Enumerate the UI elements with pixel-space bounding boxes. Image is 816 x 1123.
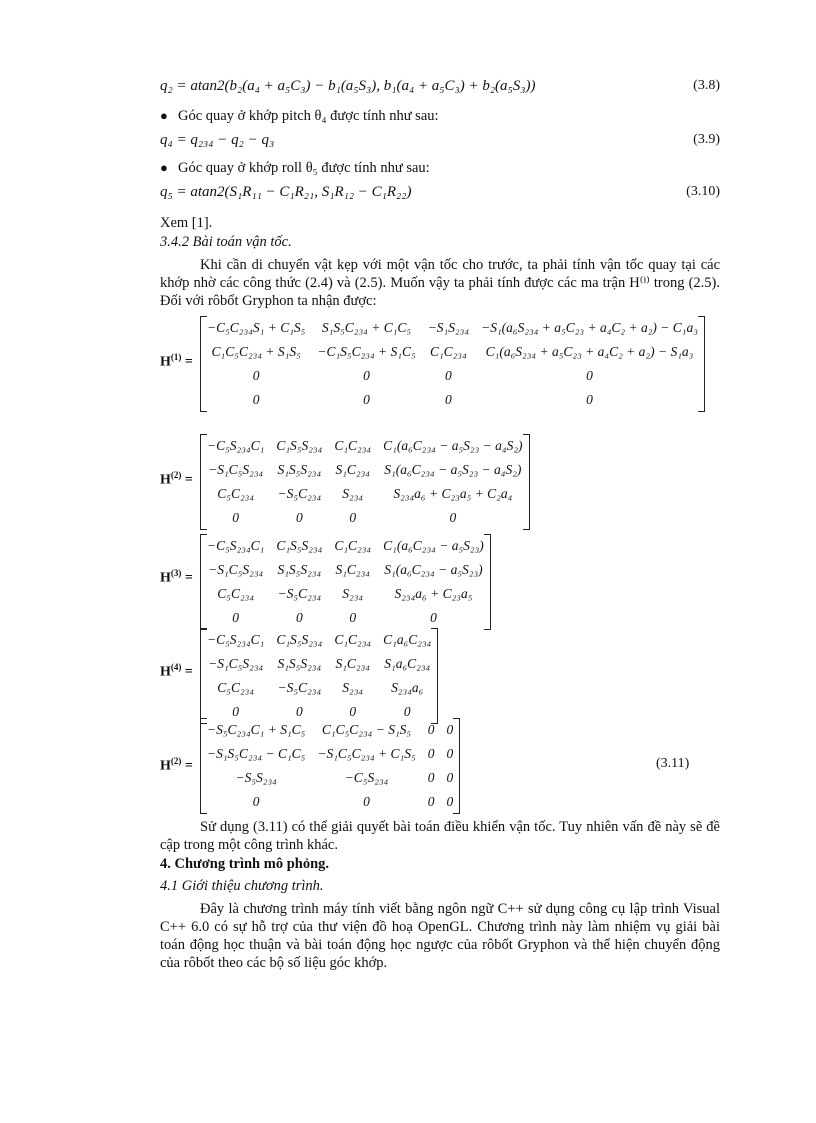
matrix-label: $H^{(2)}$ = [160, 756, 193, 774]
matrix-cell: C₅C₂₃₄ [217, 586, 255, 601]
matrix-cell: 0 [586, 368, 593, 383]
paragraph: Khi cần di chuyển vật kẹp với một vận tốc cho trước, ta phải tính vận tốc quay tại các khớp nhờ các công thức (2.4) và (2.5). Muốn vậy ta phải tính được các ma trận H⁽ⁱ⁾ trong (2.5). Đối với rôbốt Gryphon ta nhận được: [160, 257, 720, 309]
matrix-cell: C₁S₅S₂₃₄ [276, 632, 323, 647]
equation-formula: q₅ = atan2(S₁R₁₁ − C₁R₂₁, S₁R₁₂ − C₁R₂₂) [160, 184, 412, 200]
matrix-cell: S₁C₂₃₄ [335, 462, 370, 477]
matrix-cell: 0 [449, 510, 457, 525]
matrix-cell: 0 [427, 770, 435, 785]
equation-3-8 [160, 78, 720, 102]
matrix-cell: S₁S₅S₂₃₄ [277, 656, 322, 671]
matrix-cell: 0 [445, 368, 452, 383]
matrix-cell: 0 [363, 392, 370, 407]
matrix-cell: 0 [232, 510, 240, 525]
matrix-cell: S₂₃₄ [342, 680, 364, 695]
matrix-cell: −S₅S₂₃₄ [235, 770, 277, 785]
matrix-cell: 0 [430, 610, 437, 625]
matrix-cell: −S₁(a₆S₂₃₄ + a₅C₂₃ + a₄C₂ + a₂) − C₁a₃ [481, 320, 698, 335]
section-heading-4-1: 4.1 Giới thiệu chương trình. [160, 878, 324, 894]
reference-text: Xem [1]. [160, 215, 213, 231]
matrix-cell: 0 [445, 392, 452, 407]
matrix-h3 [200, 534, 491, 630]
matrix-cell: S₁C₂₃₄ [335, 562, 370, 577]
matrix-cell: 0 [363, 794, 370, 809]
equation-3-10 [160, 184, 720, 208]
equation-number: (3.10) [686, 184, 720, 199]
matrix-cell: 0 [349, 610, 357, 625]
matrix-cell: S₂₃₄a₆ [391, 680, 424, 695]
matrix-cell: −C₅S₂₃₄C₁ [207, 538, 265, 553]
matrix-cell: S₂₃₄ [342, 486, 364, 501]
matrix-cell: 0 [427, 722, 435, 737]
matrix-label: $H^{(3)}$ = [160, 568, 193, 586]
matrix-cell: S₂₃₄a₆ + C₂₃a₅ [394, 586, 473, 601]
matrix-cell: C₁C₅C₂₃₄ + S₁S₅ [211, 344, 301, 359]
matrix-cell: S₁S₅S₂₃₄ [277, 462, 322, 477]
equation-3-9 [160, 132, 720, 156]
equation-number: (3.8) [693, 78, 720, 93]
matrix-cell: 0 [295, 610, 303, 625]
matrix-cell: −S₁C₅S₂₃₄ [208, 462, 264, 477]
matrix-cell: 0 [427, 746, 435, 761]
matrix-cell: 0 [446, 794, 454, 809]
matrix-cell: 0 [349, 510, 357, 525]
equation-formula: q₂ = atan2(b₂(a₄ + a₅C₃) − b₁(a₅S₃), b₁(a₄ + a₅C₃) + b₂(a₅S₃)) [160, 78, 536, 94]
matrix-cell: C₁C₂₃₄ [334, 632, 372, 647]
matrix-cell: −S₅C₂₃₄ [277, 680, 322, 695]
matrix-cell: C₁S₅S₂₃₄ [276, 438, 323, 453]
matrix-cell: −C₅S₂₃₄ [344, 770, 389, 785]
matrix-label: $H^{(4)}$ = [160, 662, 193, 680]
matrix-cell: 0 [363, 368, 370, 383]
matrix-cell: −S₁S₂₃₄ [427, 320, 470, 335]
matrix-cell: 0 [252, 368, 260, 383]
matrix-cell: S₁C₂₃₄ [335, 656, 370, 671]
equation-formula: q₄ = q₂₃₄ − q₂ − q₃ [160, 132, 275, 148]
matrix-cell: 0 [446, 770, 454, 785]
matrix-cell: S₂₃₄a₆ + C₂₃a₅ + C₂a₄ [393, 486, 513, 501]
matrix-cell: C₁(a₆C₂₃₄ − a₅S₂₃ − a₄S₂) [383, 438, 523, 453]
matrix-cell: 0 [403, 704, 411, 719]
matrix-cell: C₅C₂₃₄ [217, 486, 255, 501]
matrix-cell: 0 [252, 794, 260, 809]
matrix-cell: 0 [295, 704, 303, 719]
matrix-h4 [200, 628, 438, 724]
matrix-label: $H^{(2)}$ = [160, 470, 193, 488]
matrix-cell: −S₁S₅C₂₃₄ − C₁C₅ [207, 746, 306, 761]
matrix-cell: C₁C₅C₂₃₄ − S₁S₅ [321, 722, 412, 737]
matrix-cell: 0 [295, 510, 303, 525]
matrix-cell: −S₁C₅S₂₃₄ [208, 656, 264, 671]
matrix-cell: C₁(a₆C₂₃₄ − a₅S₂₃) [383, 538, 484, 553]
matrix-cell: C₁C₂₃₄ [429, 344, 467, 359]
matrix-h2 [200, 434, 530, 530]
matrix-cell: C₁C₂₃₄ [334, 538, 372, 553]
matrix-cell: −S₅C₂₃₄ [277, 586, 322, 601]
equation-number: (3.11) [656, 756, 690, 771]
matrix-table [201, 534, 490, 630]
matrix-table [201, 718, 459, 814]
matrix-cell: 0 [232, 704, 240, 719]
matrix-cell: −S₁C₅C₂₃₄ + C₁S₅ [317, 746, 416, 761]
matrix-cell: −C₅S₂₃₄C₁ [207, 632, 265, 647]
matrix-cell: 0 [232, 610, 240, 625]
matrix-cell: −C₅C₂₃₄S₁ + C₁S₅ [207, 320, 306, 335]
bullet-text: Góc quay ở khớp pitch θ₄ được tính như sau: [178, 108, 439, 124]
matrix-cell: C₁C₂₃₄ [334, 438, 372, 453]
paragraph: Đây là chương trình máy tính viết bằng ngôn ngữ C++ sử dụng công cụ lập trình Visual C++ 6.0 có sự hỗ trợ của thư viện đồ hoạ OpenGL. Chương trình này làm nhiệm vụ giải bài toán động học thuận và bài toán động học ngược của rôbốt Gryphon và thể hiện chuyển động của rôbốt theo các bộ số liệu góc khớp. [160, 901, 720, 971]
matrix-cell: 0 [349, 704, 357, 719]
matrix-cell: S₁a₆C₂₃₄ [384, 656, 431, 671]
matrix-cell: C₅C₂₃₄ [217, 680, 255, 695]
bullet-item [160, 160, 430, 177]
matrix-table [201, 316, 704, 412]
bullet-icon: ● [160, 160, 168, 175]
matrix-cell: −S₅C₂₃₄ [277, 486, 322, 501]
matrix-cell: 0 [586, 392, 593, 407]
matrix-cell: 0 [446, 722, 454, 737]
bullet-item [160, 108, 439, 125]
matrix-cell: −C₁S₅C₂₃₄ + S₁C₅ [317, 344, 416, 359]
matrix-h1 [200, 316, 705, 412]
matrix-table [201, 434, 529, 530]
matrix-cell: C₁S₅S₂₃₄ [276, 538, 323, 553]
matrix-label: $H^{(1)}$ = [160, 352, 193, 370]
matrix-cell: C₁a₆C₂₃₄ [383, 632, 432, 647]
matrix-cell: C₁(a₆S₂₃₄ + a₅C₂₃ + a₄C₂ + a₂) − S₁a₃ [485, 344, 694, 359]
matrix-cell: S₁(a₆C₂₃₄ − a₅S₂₃ − a₄S₂) [384, 462, 522, 477]
matrix-h-eq-3-11 [200, 718, 460, 814]
matrix-cell: S₁(a₆C₂₃₄ − a₅S₂₃) [384, 562, 483, 577]
section-heading-4: 4. Chương trình mô phỏng. [160, 856, 330, 872]
matrix-cell: 0 [446, 746, 454, 761]
matrix-cell: −C₅S₂₃₄C₁ [207, 438, 265, 453]
bullet-icon: ● [160, 108, 168, 123]
paragraph: Sử dụng (3.11) có thể giải quyết bài toán điều khiển vận tốc. Tuy nhiên vấn đề này sẽ đề cập trong một công trình khác. [160, 819, 720, 853]
matrix-cell: S₁S₅S₂₃₄ [277, 562, 322, 577]
matrix-cell: S₂₃₄ [342, 586, 364, 601]
matrix-cell: −S₁C₅S₂₃₄ [208, 562, 264, 577]
matrix-cell: S₁S₅C₂₃₄ + C₁C₅ [321, 320, 412, 335]
matrix-cell: 0 [252, 392, 260, 407]
matrix-cell: 0 [427, 794, 435, 809]
section-heading-3-4-2: 3.4.2 Bài toán vận tốc. [160, 234, 292, 250]
bullet-text: Góc quay ở khớp roll θ₅ được tính như sau: [178, 160, 430, 176]
matrix-table [201, 628, 437, 724]
equation-number: (3.9) [693, 132, 720, 147]
matrix-cell: −S₅C₂₃₄C₁ + S₁C₅ [207, 722, 306, 737]
